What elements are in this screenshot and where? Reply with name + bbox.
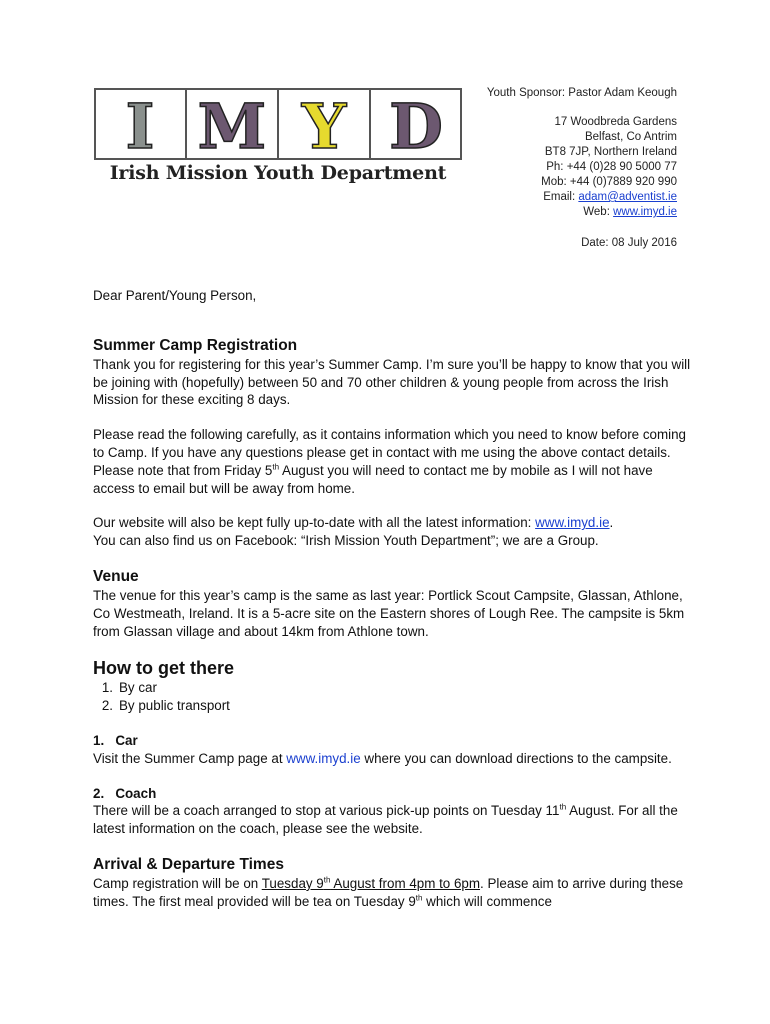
registration-paragraph-3 xyxy=(93,514,693,532)
venue-heading: Venue xyxy=(93,567,139,585)
arrival-sup2: th xyxy=(415,893,423,903)
list-item xyxy=(93,697,693,715)
arrival-date-underlined xyxy=(262,876,480,891)
logo-letter-y: Y xyxy=(301,90,347,160)
car-website-link[interactable]: www.imyd.ie xyxy=(286,750,361,766)
p2-text-b: August you will need to contact me by mobile as I will not have access to email but will be away from home. xyxy=(93,462,653,496)
venue-text: The venue for this year’s camp is the same as last year: Portlick Scout Campsite, Glassan, Athlone, Co Westmeath, Ireland. It is a 5-acre site on the Eastern shores of Lough Ree. The campsite is 5km from Glassan village and about 14km from Athlone town. xyxy=(93,587,685,639)
car-text xyxy=(93,750,693,768)
arrival-u-b: August from 4pm to 6pm xyxy=(330,875,481,891)
salutation: Dear Parent/Young Person, xyxy=(93,288,257,303)
imyd-logo xyxy=(94,88,462,198)
list-label: By public transport xyxy=(119,698,230,714)
address-line-3: BT8 7JP, Northern Ireland xyxy=(544,146,677,158)
arrival-u-sup: th xyxy=(323,875,331,885)
arrival-text-a: Camp registration will be on xyxy=(93,875,262,891)
coach-text xyxy=(93,802,693,838)
website-link[interactable]: www.imyd.ie xyxy=(535,515,610,531)
logo-letter-i: I xyxy=(125,90,155,160)
web-line xyxy=(487,205,677,220)
registration-paragraph-1: Thank you for registering for this year’s Summer Camp. I’m sure you’ll be happy to know that you will be joining with (hopefully) between 50 and 70 other children & young people from across the Irish Mission for these exciting 8 days. xyxy=(93,356,691,408)
arrival-text xyxy=(93,875,693,911)
letter-date: Date: 08 July 2016 xyxy=(581,237,677,249)
web-label: Web: xyxy=(583,206,614,218)
car-text-b: where you can download directions to the campsite. xyxy=(360,750,672,766)
address-line-1: 17 Woodbreda Gardens xyxy=(554,116,677,128)
youth-sponsor: Youth Sponsor: Pastor Adam Keough xyxy=(486,87,677,99)
list-label: By car xyxy=(119,680,157,696)
list-number: 2. xyxy=(101,698,113,714)
p3-text-a: Our website will also be kept fully up-to-date with all the latest information: xyxy=(93,515,536,531)
logo-org-name: Irish Mission Youth Department xyxy=(109,162,447,184)
arrival-text-b: . Please aim to arrive during these times. The first meal provided will be tea on Tuesday 9 xyxy=(93,875,684,909)
sender-details xyxy=(487,86,677,251)
coach-sup: th xyxy=(559,802,567,812)
coach-text-b: August. For all the latest information on the coach, please see the website. xyxy=(93,803,678,837)
arrival-u-a: Tuesday 9 xyxy=(261,875,324,891)
registration-heading: Summer Camp Registration xyxy=(93,336,298,354)
arrival-text-c: which will commence xyxy=(422,893,552,909)
logo-letter-m: M xyxy=(197,90,267,160)
web-link[interactable]: www.imyd.ie xyxy=(613,206,677,218)
list-number: 1. xyxy=(101,680,113,696)
logo-letters xyxy=(94,88,462,160)
car-text-a: Visit the Summer Camp page at xyxy=(93,750,287,766)
email-label: Email: xyxy=(543,191,579,203)
car-subheading: 1. Car xyxy=(93,732,138,748)
p3-text-b: . xyxy=(609,515,614,531)
coach-text-a: There will be a coach arranged to stop at various pick-up points on Tuesday 11 xyxy=(93,803,560,819)
registration-paragraph-2 xyxy=(93,426,693,497)
facebook-line: You can also find us on Facebook: “Irish Mission Youth Department”; we are a Group. xyxy=(93,533,599,549)
p2-text-a: Please read the following carefully, as it contains information which you need to know before coming to Camp. If you have any questions please get in contact with me using the above contact details. Please note that from Friday 5 xyxy=(93,427,686,478)
email-link[interactable]: adam@adventist.ie xyxy=(578,191,677,203)
phone: Ph: +44 (0)28 90 5000 77 xyxy=(546,161,677,173)
email-line xyxy=(487,190,677,205)
letter-body xyxy=(93,287,693,911)
logo-letter-d: D xyxy=(389,90,443,160)
coach-subheading: 2. Coach xyxy=(93,785,157,801)
arrival-heading: Arrival & Departure Times xyxy=(93,855,284,873)
directions-heading: How to get there xyxy=(93,658,235,679)
travel-options-list xyxy=(93,679,693,715)
address-line-2: Belfast, Co Antrim xyxy=(584,131,677,143)
p2-sup: th xyxy=(272,462,280,472)
mobile: Mob: +44 (0)7889 920 990 xyxy=(541,176,677,188)
list-item xyxy=(93,679,693,697)
